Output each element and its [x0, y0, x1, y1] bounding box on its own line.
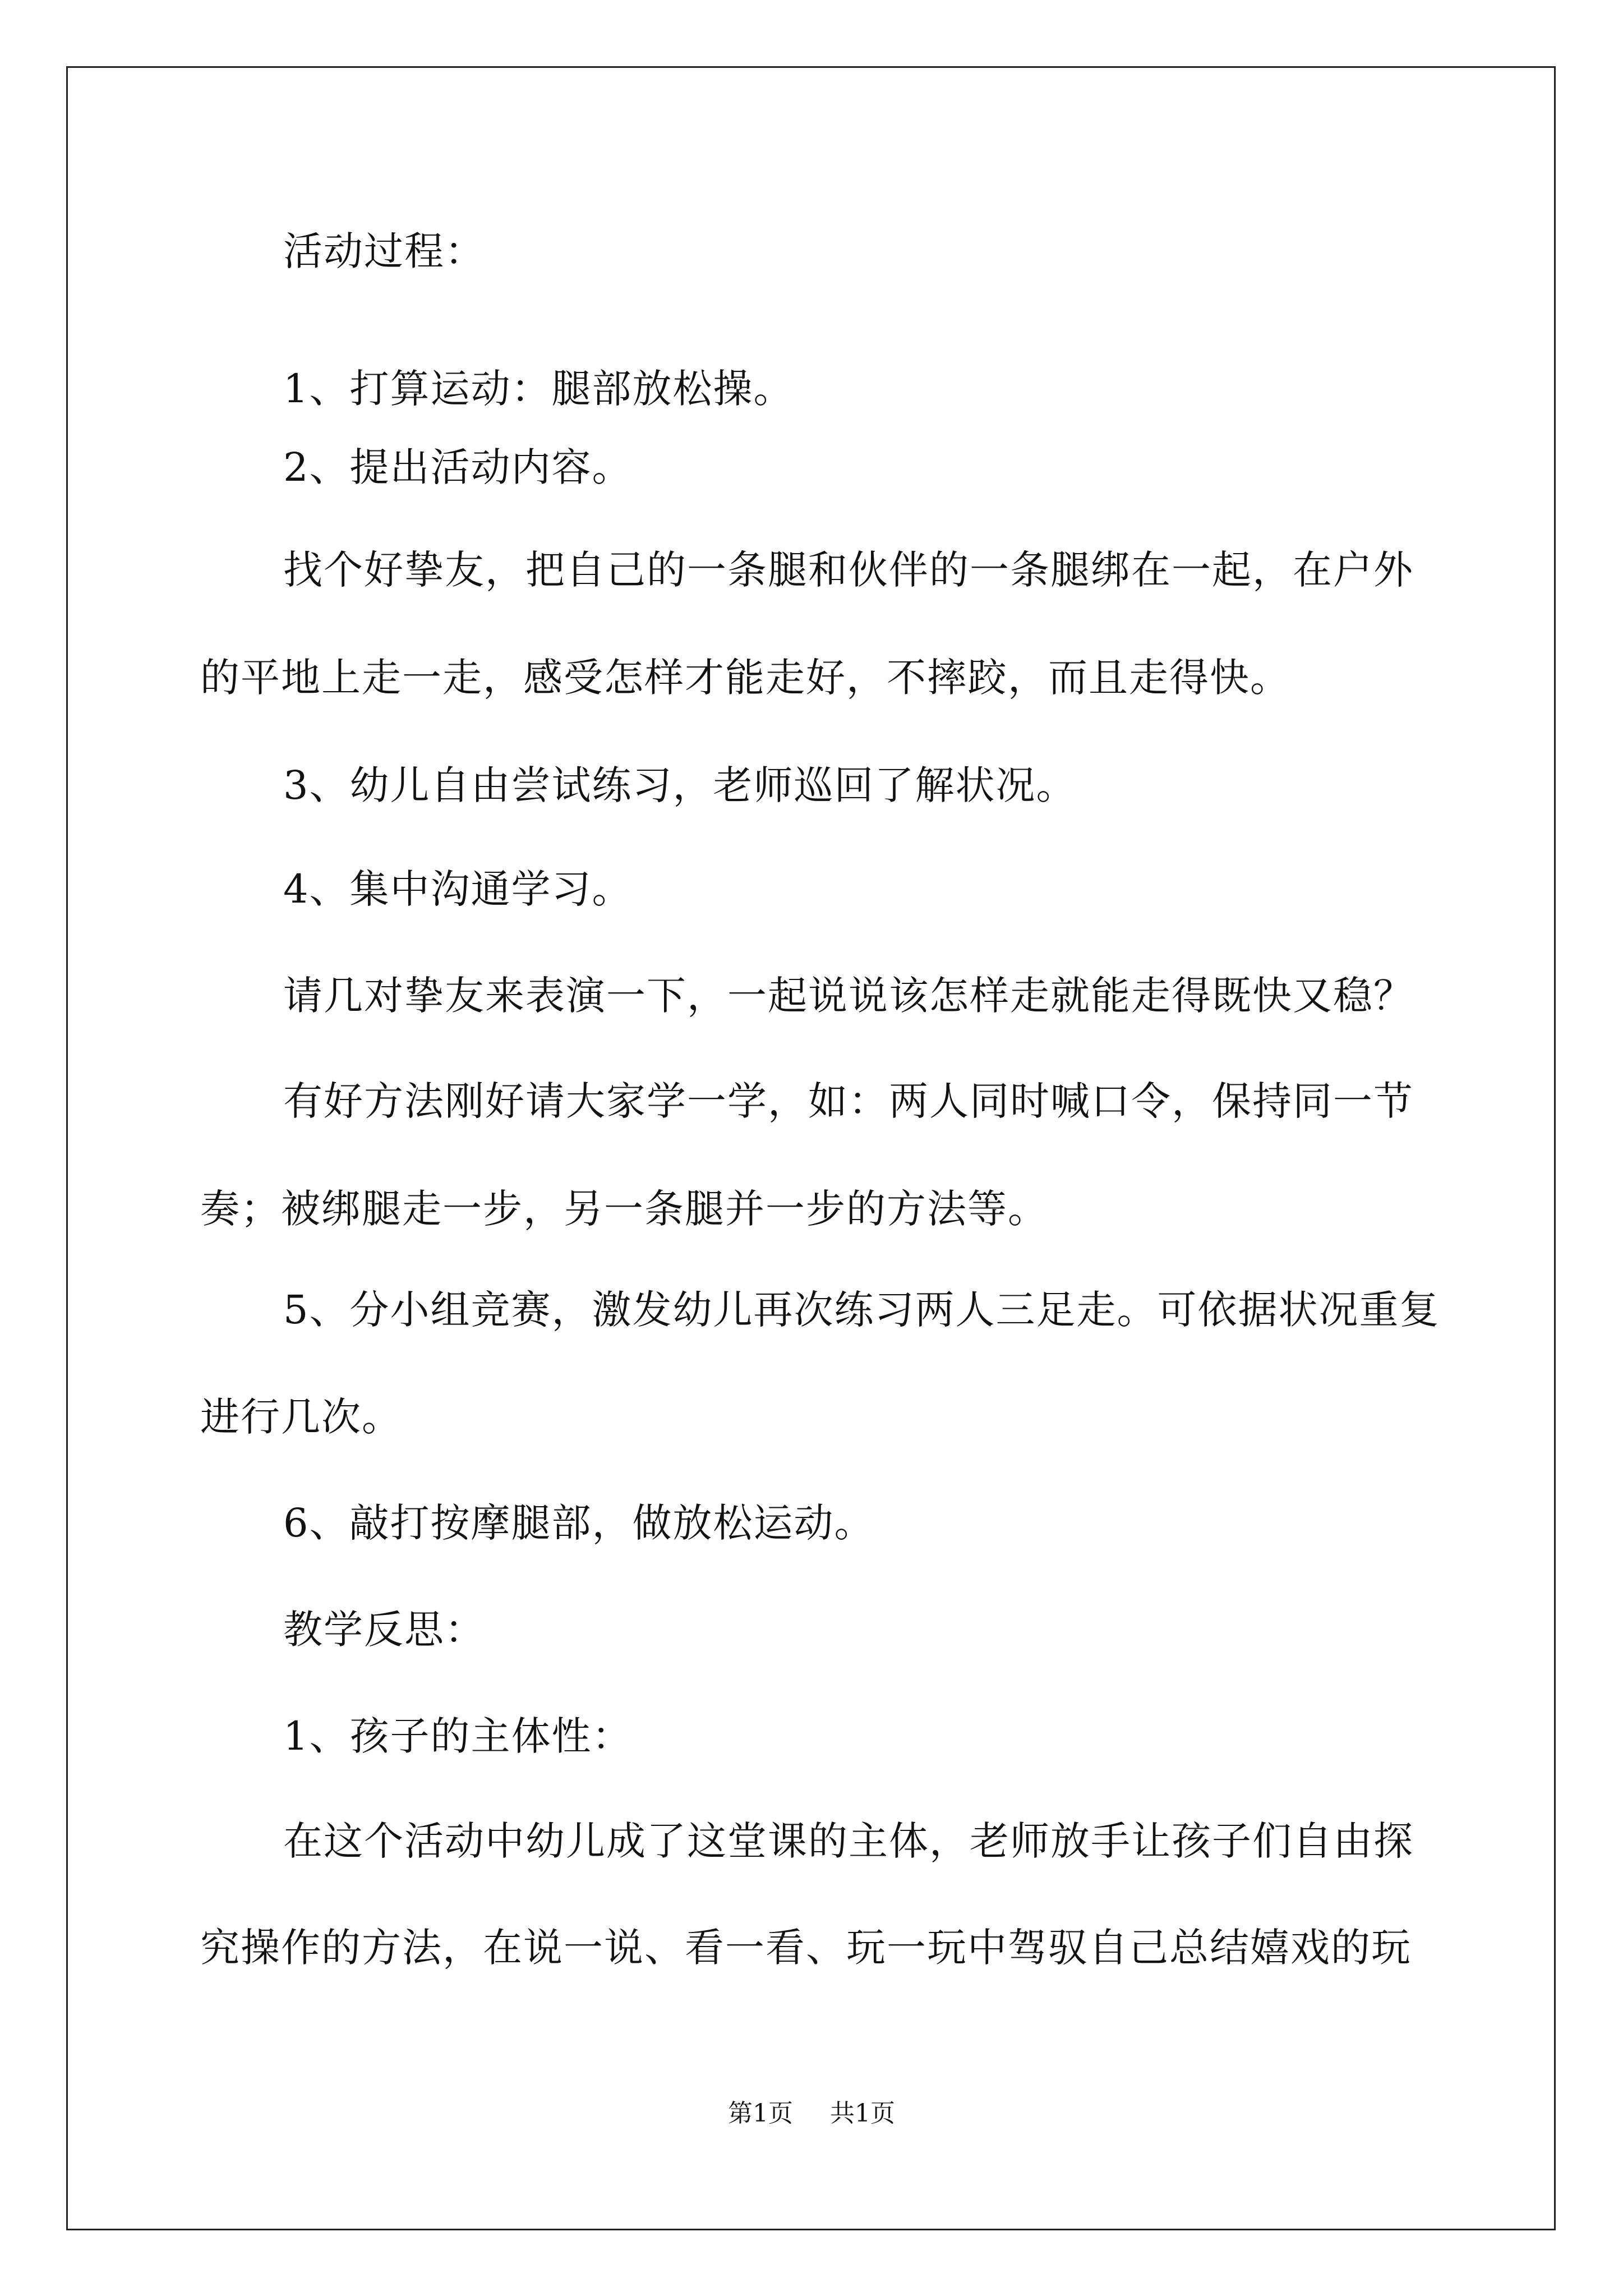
text-line: 的平地上走一走，感受怎样才能走好，不摔跤，而且走得快。	[200, 655, 1290, 701]
text-line: 2、提出活动内容。	[283, 444, 633, 490]
text-line: 教学反思：	[283, 1607, 485, 1653]
text-line: 3、幼儿自由尝试练习，老师巡回了解状况。	[283, 762, 1077, 808]
text-line: 在这个活动中幼儿成了这堂课的主体，老师放手让孩子们自由探	[283, 1818, 1414, 1864]
page-count: 共1页	[830, 2099, 895, 2128]
text-line: 有好方法刚好请大家学一学，如：两人同时喊口令，保持同一节	[283, 1078, 1414, 1124]
page-footer	[0, 2097, 1623, 2131]
text-line: 活动过程：	[283, 228, 485, 274]
text-line: 1、打算运动：腿部放松操。	[283, 366, 794, 412]
text-line: 5、分小组竞赛，激发幼儿再次练习两人三足走。可依据状况重复	[283, 1287, 1440, 1333]
text-line: 奏；被绑腿走一步，另一条腿并一步的方法等。	[200, 1186, 1048, 1232]
text-line: 请几对挚友来表演一下，一起说说该怎样走就能走得既快又稳？	[283, 973, 1414, 1019]
text-line: 进行几次。	[200, 1394, 402, 1440]
text-line: 究操作的方法，在说一说、看一看、玩一玩中驾驭自己总结嬉戏的玩	[200, 1925, 1412, 1971]
text-line: 1、孩子的主体性：	[283, 1713, 633, 1759]
text-line: 6、敲打按摩腿部，做放松运动。	[283, 1500, 875, 1546]
text-line: 4、集中沟通学习。	[283, 866, 633, 912]
text-line: 找个好挚友，把自己的一条腿和伙伴的一条腿绑在一起，在户外	[283, 547, 1414, 593]
page-number: 第1页	[728, 2099, 793, 2128]
